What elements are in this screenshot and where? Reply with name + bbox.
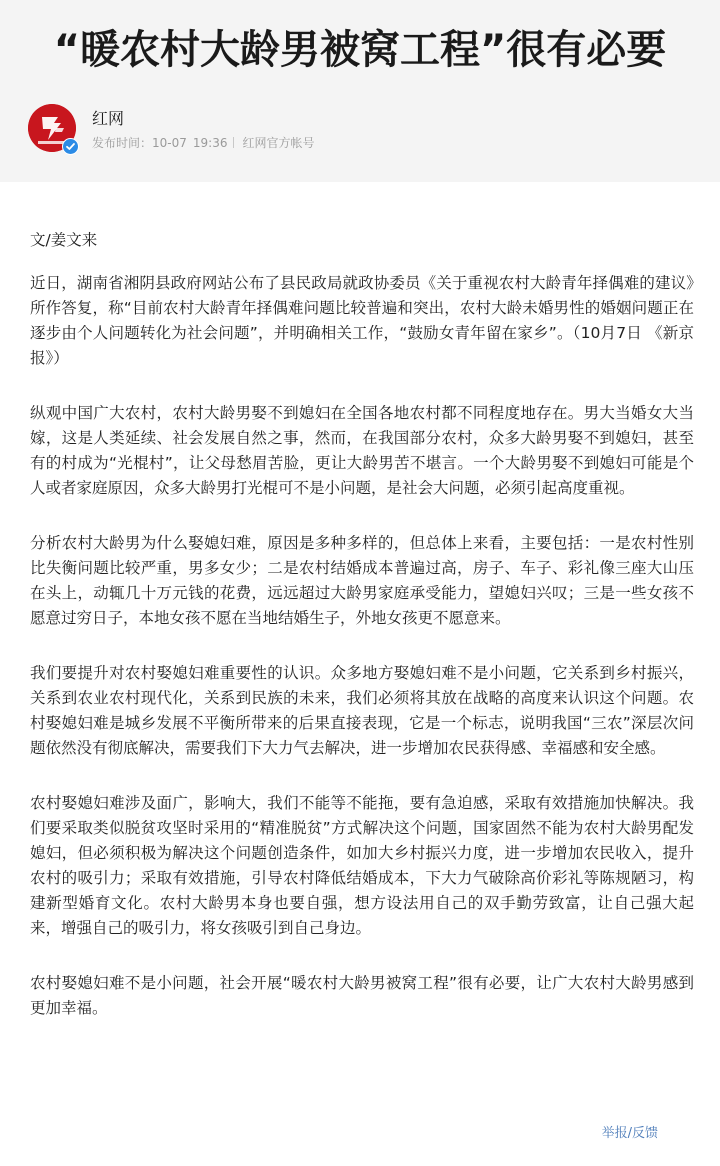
publish-time: 19:36 [192, 136, 228, 150]
report-feedback-link[interactable]: 举报/反馈 [601, 1126, 658, 1141]
article-paragraph: 近日，湖南省湘阴县政府网站公布了县民政局就政协委员《关于重视农村大龄青年择偶难的建议》所作答复，称“目前农村大龄青年择偶难问题比较普遍和突出，农村大龄未婚男性的婚姻问题正在逐步由个人问题转化为社会问题”，并明确相关工作，“鼓励女青年留在家乡”。（10月7日 《新京报》） [30, 274, 694, 367]
article-paragraph: 农村娶媳妇难不是小问题，社会开展“暖农村大龄男被窝工程”很有必要，让广大农村大龄男感到更加幸福。 [30, 974, 694, 1017]
article-title: “暖农村大龄男被窝工程”很有必要 [53, 27, 667, 73]
author-name[interactable]: 红网 [92, 109, 125, 128]
article-header [0, 0, 720, 182]
article-byline: 文/姜文来 [30, 231, 98, 249]
verified-badge-icon [62, 138, 79, 155]
article-paragraph: 农村娶媳妇难涉及面广，影响大，我们不能等不能拖，要有急迫感，采取有效措施加快解决。我们要采取类似脱贫攻坚时采用的“精准脱贫”方式解决这个问题，国家固然不能为农村大龄男配发媳妇，但必须积极为解决这个问题创造条件，如加大乡村振兴力度，进一步增加农民收入，提升农村的吸引力；采取有效措施，引导农村降低结婚成本，下大力气破除高价彩礼等陈规陋习，构建新型婚育文化。农村大龄男本身也要自强，想方设法用自己的双手勤劳致富，让自己强大起来，增强自己的吸引力，将女孩吸引到自己身边。 [30, 794, 694, 937]
article-paragraph: 纵观中国广大农村，农村大龄男娶不到媳妇在全国各地农村都不同程度地存在。男大当婚女大当嫁，这是人类延续、社会发展自然之事，然而，在我国部分农村，众多大龄男娶不到媳妇，甚至有的村成为“光棍村”，让父母愁眉苦脸，更让大龄男苦不堪言。一个大龄男娶不到媳妇可能是个人或者家庭原因，众多大龄男打光棍可不是小问题，是社会大问题，必须引起高度重视。 [30, 404, 694, 497]
publish-meta [92, 134, 315, 151]
article-paragraph: 分析农村大龄男为什么娶媳妇难，原因是多种多样的，但总体上来看，主要包括：一是农村性别比失衡问题比较严重，男多女少；二是农村结婚成本普遍过高，房子、车子、彩礼像三座大山压在头上，动辄几十万元钱的花费，远远超过大龄男家庭承受能力，望媳妇兴叹；三是一些女孩不愿意过穷日子，本地女孩不愿在当地结婚生子，外地女孩更不愿意来。 [30, 534, 694, 627]
meta-divider [233, 137, 234, 148]
publish-label: 发布时间： [92, 136, 153, 150]
publish-date: 10-07 [152, 136, 187, 150]
article-paragraph: 我们要提升对农村娶媳妇难重要性的认识。众多地方娶媳妇难不是小问题，它关系到乡村振兴，关系到农业农村现代化，关系到民族的未来，我们必须将其放在战略的高度来认识这个问题。农村娶媳妇难是城乡发展不平衡所带来的后果直接表现，它是一个标志，说明我国“三农”深层次问题依然没有彻底解决，需要我们下大力气去解决，进一步增加农民获得感、幸福感和安全感。 [30, 664, 694, 757]
article-body [30, 228, 694, 1051]
account-label: 红网官方帐号 [242, 136, 315, 150]
